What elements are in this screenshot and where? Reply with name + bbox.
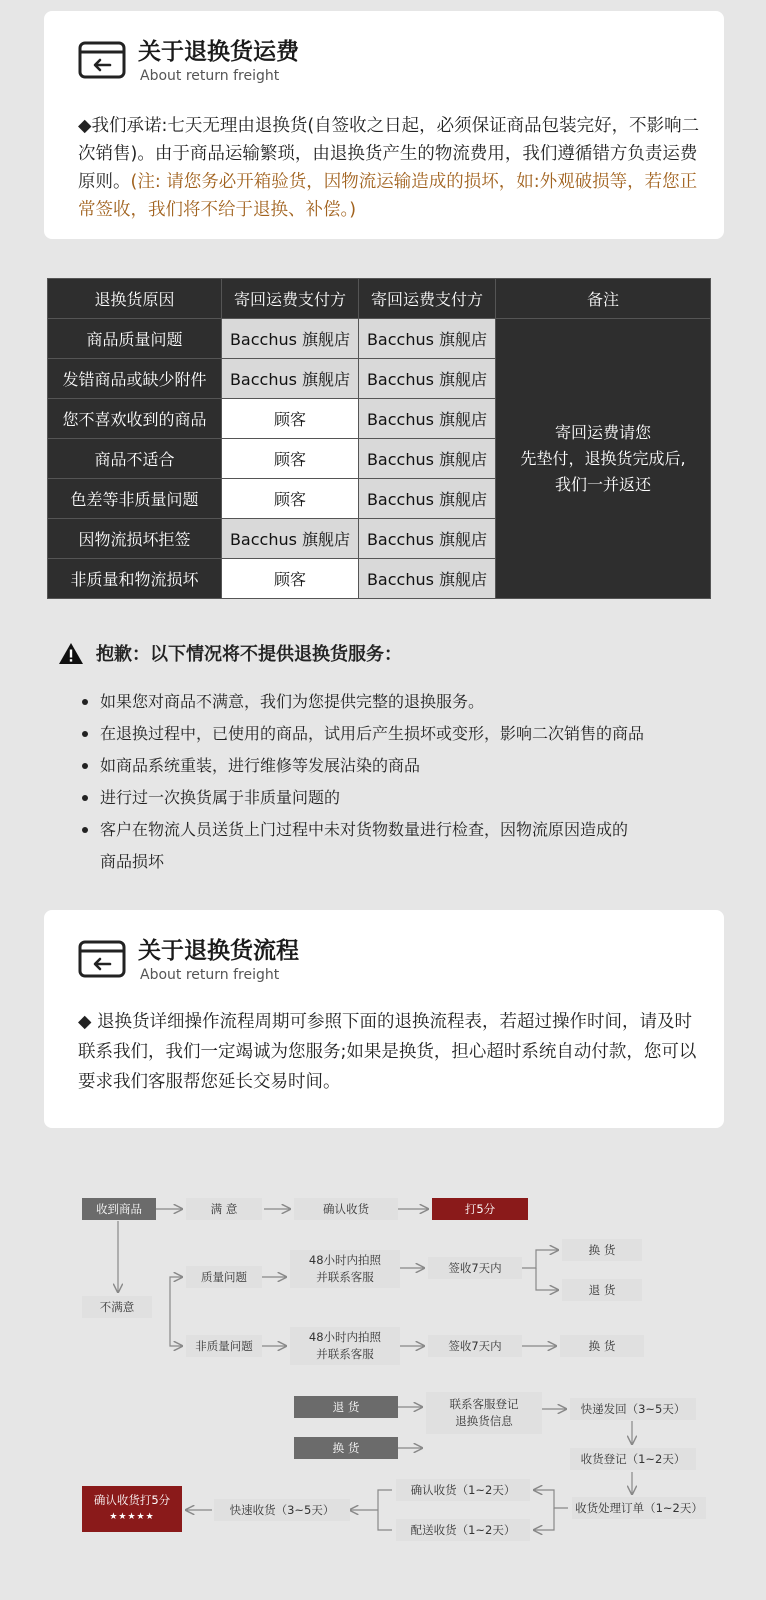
flow-five-star: 打5分	[432, 1198, 528, 1220]
reason-cell: 商品质量问题	[48, 319, 222, 359]
flow-sign-2: 签收7天内	[428, 1335, 522, 1357]
payer-cell: Bacchus 旗舰店	[359, 359, 496, 399]
table-header: 备注	[496, 279, 711, 319]
payer-cell: 顾客	[222, 479, 359, 519]
flow-final	[82, 1486, 182, 1532]
return-freight-card	[44, 11, 724, 239]
section-title: 关于退换货运费	[138, 39, 299, 65]
flow-exchange-option: 换 货	[294, 1437, 398, 1459]
table-header: 寄回运费支付方	[359, 279, 496, 319]
payer-cell: Bacchus 旗舰店	[359, 559, 496, 599]
return-box-icon	[78, 940, 126, 978]
payer-cell: Bacchus 旗舰店	[359, 399, 496, 439]
reason-cell: 因物流损坏拒签	[48, 519, 222, 559]
flow-confirm-2: 确认收货（1~2天）	[396, 1479, 530, 1501]
reason-cell: 色差等非质量问题	[48, 479, 222, 519]
table-header: 寄回运费支付方	[222, 279, 359, 319]
payer-cell: Bacchus 旗舰店	[222, 359, 359, 399]
section-title: 关于退换货流程	[138, 938, 299, 964]
table-header-row	[48, 279, 711, 319]
flow-unsatisfied: 不满意	[82, 1296, 152, 1318]
section-body: ◆ 退换货详细操作流程周期可参照下面的退换流程表，若超过操作时间，请及时联系我们，我们一定竭诚为您服务;如果是换货，担心超时系统自动付款，您可以要求我们客服帮您延长交易时间。	[78, 1012, 697, 1092]
reason-cell: 商品不适合	[48, 439, 222, 479]
flow-return-option: 退 货	[294, 1396, 398, 1418]
list-item: 客户在物流人员送货上门过程中未对货物数量进行检查，因物流原因造成的商品损坏	[80, 814, 640, 878]
flow-exchange-2: 换 货	[560, 1335, 644, 1357]
apology-heading-text: 抱歉：以下情况将不提供退换货服务：	[96, 644, 402, 665]
flow-exchange-1: 换 货	[562, 1239, 642, 1261]
return-process-card	[44, 910, 724, 1128]
table-header: 退换货原因	[48, 279, 222, 319]
payer-cell: Bacchus 旗舰店	[359, 439, 496, 479]
flow-photo-1: 48小时内拍照 并联系客服	[290, 1250, 400, 1288]
flow-express-back: 快递发回（3~5天）	[570, 1398, 696, 1420]
flow-express-receive: 快速收货（3~5天）	[214, 1499, 350, 1521]
list-item: 如商品系统重装，进行维修等发展沾染的商品	[80, 750, 720, 782]
section-subtitle: About return freight	[140, 68, 280, 84]
reason-cell: 非质量和物流损坏	[48, 559, 222, 599]
warning-icon	[58, 642, 84, 665]
section-body	[78, 112, 706, 224]
reason-cell: 发错商品或缺少附件	[48, 359, 222, 399]
freight-table	[47, 278, 711, 599]
payer-cell: Bacchus 旗舰店	[222, 519, 359, 559]
list-item: 在退换过程中，已使用的商品，试用后产生损坏或变形，影响二次销售的商品	[80, 718, 720, 750]
note-text: (注: 请您务必开箱验货，因物流运输造成的损坏，如:外观破损等，若您正常签收，我们将不给于退换、补偿。)	[78, 172, 698, 220]
list-item: 进行过一次换货属于非质量问题的	[80, 782, 720, 814]
remark-line: 先垫付，退换货完成后,	[520, 448, 686, 468]
flow-received: 收到商品	[82, 1198, 156, 1220]
remark-line: 我们一并返还	[554, 474, 651, 494]
flow-final-label: 确认收货打5分	[93, 1493, 171, 1507]
apology-list	[80, 686, 720, 878]
payer-cell: Bacchus 旗舰店	[359, 319, 496, 359]
remark-line: 寄回运费请您	[554, 422, 651, 442]
promise-text: ◆我们承诺:七天无理由退换货(自签收之日起，必须保证商品包装完好，不影响二次销售)。由于商品运输繁琐，由退换货产生的物流费用，我们遵循错方负责运费原则。	[78, 116, 700, 192]
flow-process: 收货处理订单（1~2天）	[572, 1497, 706, 1519]
reason-cell: 您不喜欢收到的商品	[48, 399, 222, 439]
return-box-icon	[78, 41, 126, 79]
flow-non-quality: 非质量问题	[186, 1335, 262, 1357]
flow-return-1: 退 货	[562, 1279, 642, 1301]
payer-cell: 顾客	[222, 559, 359, 599]
list-item: 如果您对商品不满意，我们为您提供完整的退换服务。	[80, 686, 720, 718]
remark-cell	[496, 319, 711, 599]
apology-heading	[58, 640, 402, 666]
payer-cell: 顾客	[222, 399, 359, 439]
flow-sign-1: 签收7天内	[428, 1257, 522, 1279]
payer-cell: Bacchus 旗舰店	[359, 519, 496, 559]
flow-deliver: 配送收货（1~2天）	[396, 1519, 530, 1541]
table-row	[48, 319, 711, 359]
payer-cell: 顾客	[222, 439, 359, 479]
flow-satisfied: 满 意	[186, 1198, 262, 1220]
flow-register: 收货登记（1~2天）	[570, 1448, 696, 1470]
payer-cell: Bacchus 旗舰店	[359, 479, 496, 519]
section-subtitle: About return freight	[140, 967, 280, 983]
payer-cell: Bacchus 旗舰店	[222, 319, 359, 359]
flow-photo-2: 48小时内拍照 并联系客服	[290, 1327, 400, 1365]
flow-contact: 联系客服登记 退换货信息	[426, 1392, 542, 1434]
flow-quality: 质量问题	[186, 1266, 262, 1288]
five-stars-icon: ★★★★★	[109, 1512, 155, 1522]
flow-confirm: 确认收货	[294, 1198, 398, 1220]
